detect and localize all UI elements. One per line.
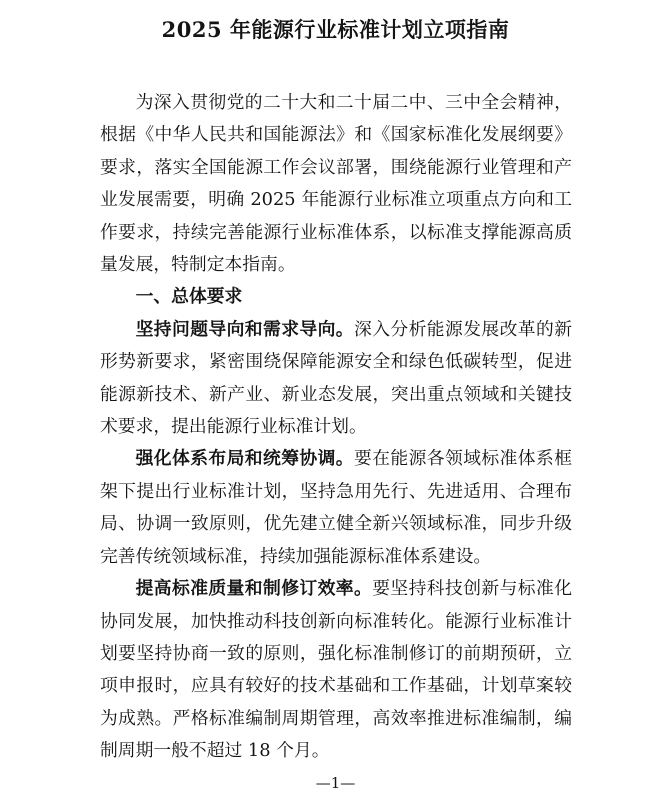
text-line (100, 314, 572, 346)
text-line (100, 443, 572, 475)
text-line: 制周期一般不超过 18 个月。 (100, 740, 330, 762)
text-line: 项申报时，应具有较好的技术基础和工作基础，计划草案较 (100, 675, 572, 697)
paragraph-lead: 提高标准质量和制修订效率。 (135, 578, 373, 600)
text-line: 架下提出行业标准计划，坚持急用先行、先进适用、合理布 (100, 480, 572, 502)
paragraph-lead: 坚持问题导向和需求导向。 (135, 318, 354, 340)
page-number: —1— (315, 774, 356, 792)
text-line: 为深入贯彻党的二十大和二十届二中、三中全会精神， (135, 92, 572, 113)
document-title: 2025 年能源行业标准计划立项指南 (161, 17, 510, 42)
text-line: 完善传统领域标准，持续加强能源标准体系建设。 (100, 545, 492, 567)
text-line: 量发展，特制定本指南。 (100, 254, 296, 276)
paragraph-system-layout (100, 443, 572, 573)
text-line-rest: 深入分析能源发展改革的新 (354, 318, 572, 340)
document-body (100, 87, 572, 768)
text-line-rest: 要在能源各领域标准体系框 (354, 448, 572, 470)
text-line: 划要坚持协商一致的原则，强化标准制修订的前期预研，立 (100, 642, 572, 664)
paragraph-problem-demand (100, 314, 572, 444)
text-line: 能源新技术、新产业、新业态发展，突出重点领域和关键技 (100, 383, 572, 405)
paragraph-quality-efficiency (100, 573, 572, 767)
intro-paragraph (100, 87, 572, 281)
text-line: 局、协调一致原则，优先建立健全新兴领域标准，同步升级 (100, 513, 572, 535)
text-line: 要求，落实全国能源工作会议部署，围绕能源行业管理和产 (100, 156, 572, 178)
text-line: 协同发展，加快推动科技创新向标准转化。能源行业标准计 (100, 610, 572, 632)
text-line: 作要求，持续完善能源行业标准体系，以标准支撑能源高质 (100, 221, 572, 243)
paragraph-lead: 强化体系布局和统筹协调。 (135, 448, 354, 470)
text-line: 形势新要求，紧密围绕保障能源安全和绿色低碳转型，促进 (100, 351, 572, 373)
text-line: 为成熟。严格标准编制周期管理，高效率推进标准编制，编 (100, 707, 572, 729)
text-line-rest: 要坚持科技创新与标准化 (372, 578, 572, 600)
section-heading: 一、总体要求 (135, 286, 243, 308)
text-line (100, 573, 572, 605)
text-line: 术要求，提出能源行业标准计划。 (100, 416, 367, 438)
text-line: 业发展需要，明确 2025 年能源行业标准立项重点方向和工 (100, 189, 572, 211)
text-line: 根据《中华人民共和国能源法》和《国家标准化发展纲要》 (100, 124, 572, 146)
